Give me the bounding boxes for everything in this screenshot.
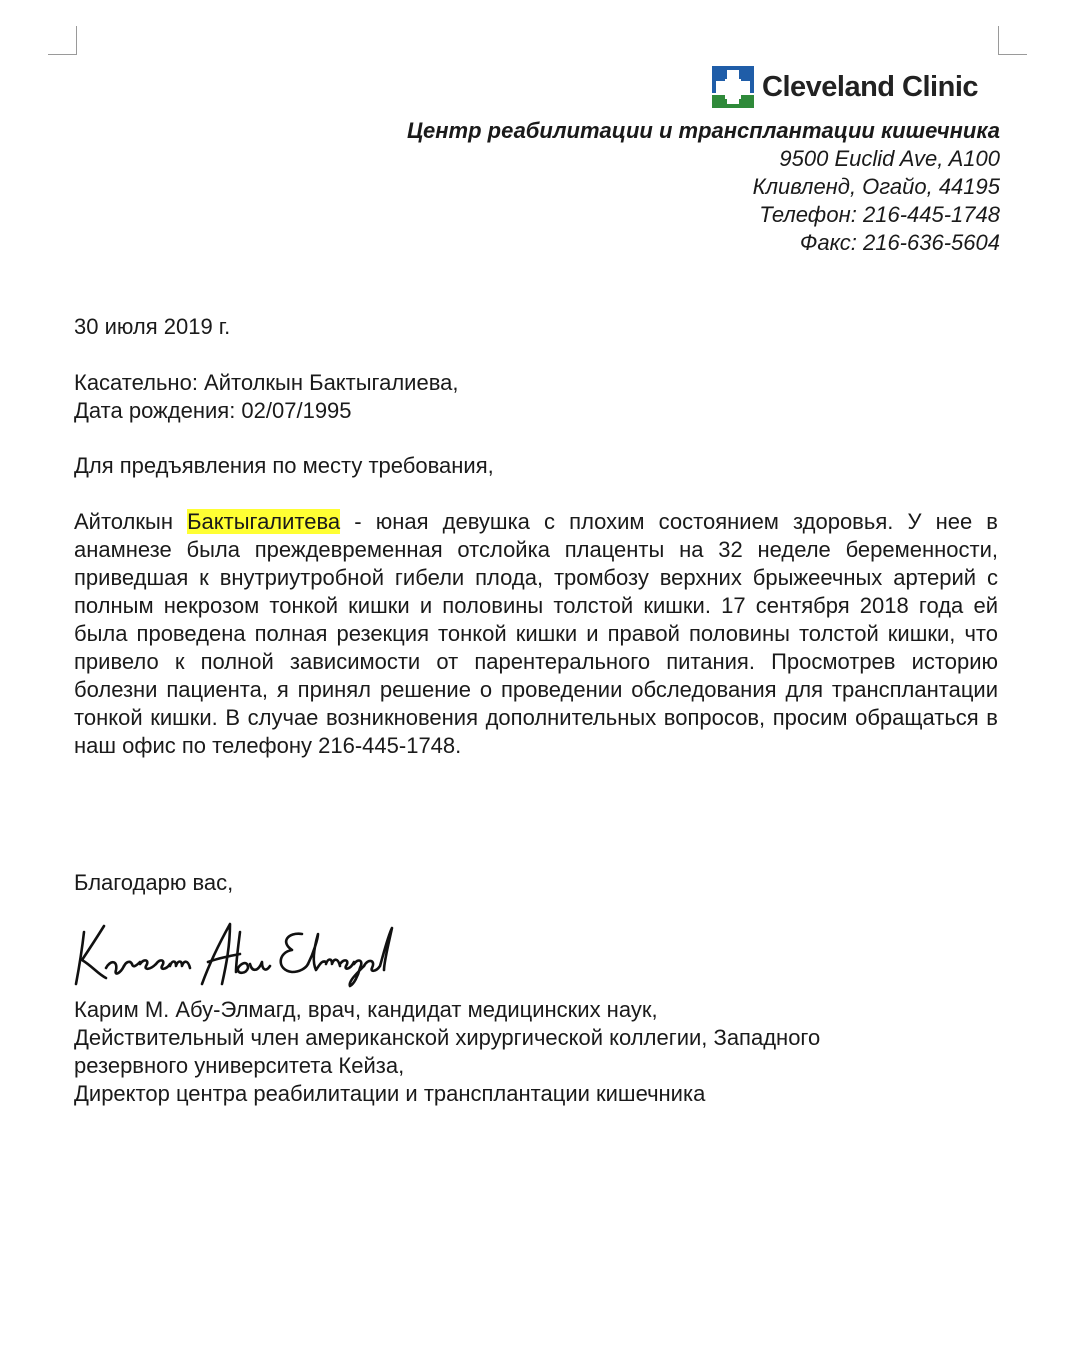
signer-block xyxy=(74,996,998,1108)
letterhead-address xyxy=(407,117,1000,257)
salutation: Для предъявления по месту требования, xyxy=(74,453,494,478)
clinic-logo-text: Cleveland Clinic xyxy=(762,70,979,103)
signer-title-line: Действительный член американской хирургической коллегии, Западного xyxy=(74,1025,821,1050)
clinic-logo xyxy=(712,66,978,108)
clinic-logo-icon xyxy=(712,66,754,108)
handwritten-signature xyxy=(70,912,400,992)
highlighted-surname: Бактыгалитева xyxy=(187,509,341,534)
patient-first-name: Айтолкын xyxy=(74,509,173,534)
closing-line: Благодарю вас, xyxy=(74,870,234,895)
department-name: Центр реабилитации и трансплантации кишечника xyxy=(406,118,1000,143)
signer-university-line: резервного университета Кейза, xyxy=(74,1053,405,1078)
letter-body-paragraph xyxy=(74,508,998,760)
signer-name-line: Карим М. Абу-Элмагд, врач, кандидат медицинских наук, xyxy=(74,997,658,1022)
phone-number: Телефон: 216-445-1748 xyxy=(759,202,1000,227)
reference-block xyxy=(74,369,998,425)
signer-position-line: Директор центра реабилитации и трансплантации кишечника xyxy=(74,1081,706,1106)
reference-line: Касательно: Айтолкын Бактыгалиева, xyxy=(74,370,459,395)
fax-number: Факс: 216-636-5604 xyxy=(799,230,1000,255)
date-of-birth-line: Дата рождения: 02/07/1995 xyxy=(74,398,352,423)
crop-mark-left xyxy=(48,26,77,55)
street-address: 9500 Euclid Ave, A100 xyxy=(779,146,1000,171)
letter-date: 30 июля 2019 г. xyxy=(74,314,231,339)
crop-mark-right xyxy=(998,26,1027,55)
city-address: Кливленд, Огайо, 44195 xyxy=(752,174,1000,199)
paragraph-text: - юная девушка с плохим состоянием здоровья. У нее в анамнезе была преждевременная отслойка плаценты на 32 неделе беременности, приведшая к внутриутробной гибели плода, тромбозу верхних брыжеечных артерий с полным некрозом тонкой кишки и половины толстой кишки. 17 сентября 2018 года ей была проведена полная резекция тонкой кишки и правой половины толстой кишки, что привело к полной зависимости от парентерального питания. Просмотрев историю болезни пациента, я принял решение о проведении обследования для трансплантации тонкой кишки. В случае возникновения дополнительных вопросов, просим обращаться в наш офис по телефону 216-445-1748. xyxy=(74,509,998,758)
